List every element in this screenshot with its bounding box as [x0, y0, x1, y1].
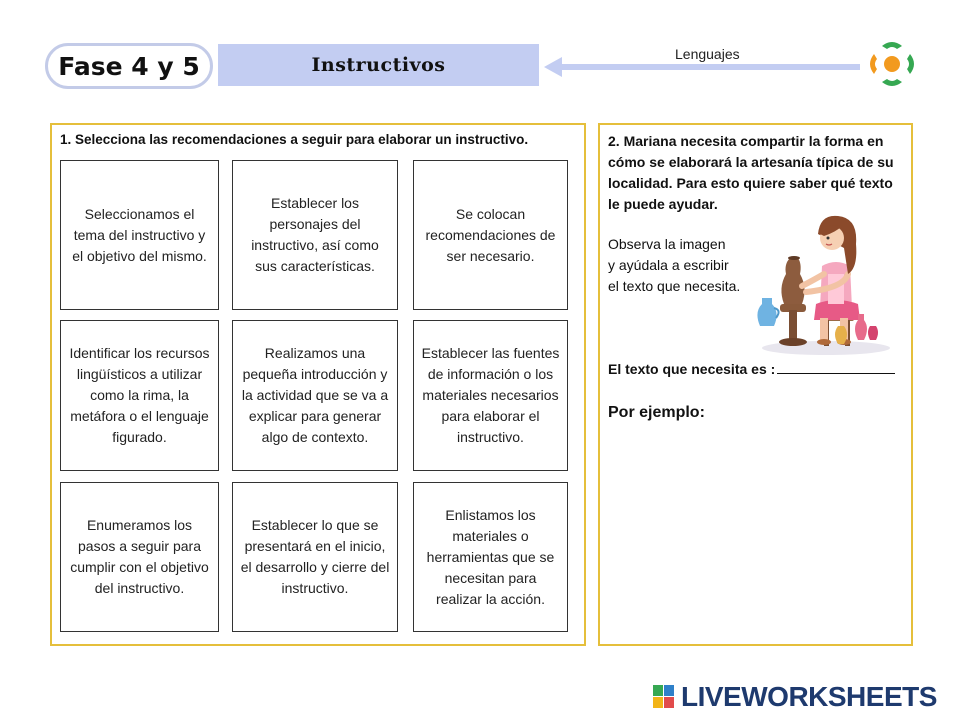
instruction-line: el texto que necesita. [608, 278, 741, 294]
brand-logo [653, 681, 937, 713]
potter-girl-illustration [740, 208, 892, 356]
option-card[interactable]: Establecer los personajes del instructivo, así como sus características. [232, 160, 398, 310]
phase-label: Fase 4 y 5 [45, 43, 213, 89]
subject-label: Lenguajes [675, 46, 740, 62]
option-card[interactable]: Seleccionamos el tema del instructivo y el objetivo del mismo. [60, 160, 219, 310]
question-2-text: 2. Mariana necesita compartir la forma en cómo se elaborará la artesanía típica de su localidad. Para esto quiere saber qué texto le puede ayudar. [608, 133, 894, 212]
option-card[interactable]: Se colocan recomendaciones de ser necesario. [413, 160, 568, 310]
option-card[interactable]: Realizamos una pequeña introducción y la actividad que se va a explicar para generar algo de contexto. [232, 320, 398, 471]
example-label: Por ejemplo: [608, 404, 705, 421]
live-badge-icon [653, 685, 675, 709]
answer-prompt [608, 361, 895, 377]
instruction-line: Observa la imagen [608, 236, 726, 252]
option-card[interactable]: Enlistamos los materiales o herramientas que se necesitan para realizar la acción. [413, 482, 568, 632]
option-card[interactable]: Establecer las fuentes de información o los materiales necesarios para elaborar el instructivo. [413, 320, 568, 471]
page-title: Instructivos [218, 44, 539, 86]
answer-label: El texto que necesita es : [608, 361, 776, 377]
option-card[interactable]: Enumeramos los pasos a seguir para cumplir con el objetivo del instructivo. [60, 482, 219, 632]
question-1-text: 1. Selecciona las recomendaciones a seguir para elaborar un instructivo. [60, 132, 529, 147]
instruction-line: y ayúdala a escribir [608, 257, 729, 273]
instruction-text [608, 234, 748, 297]
answer-input[interactable] [777, 362, 895, 374]
option-card[interactable]: Establecer lo que se presentará en el inicio, el desarrollo y cierre del instructivo. [232, 482, 398, 632]
option-card[interactable]: Identificar los recursos lingüísticos a utilizar como la rima, la metáfora o el lenguaje figurado. [60, 320, 219, 471]
brand-name: LIVEWORKSHEETS [681, 681, 937, 712]
colorful-logo-icon [864, 36, 920, 92]
